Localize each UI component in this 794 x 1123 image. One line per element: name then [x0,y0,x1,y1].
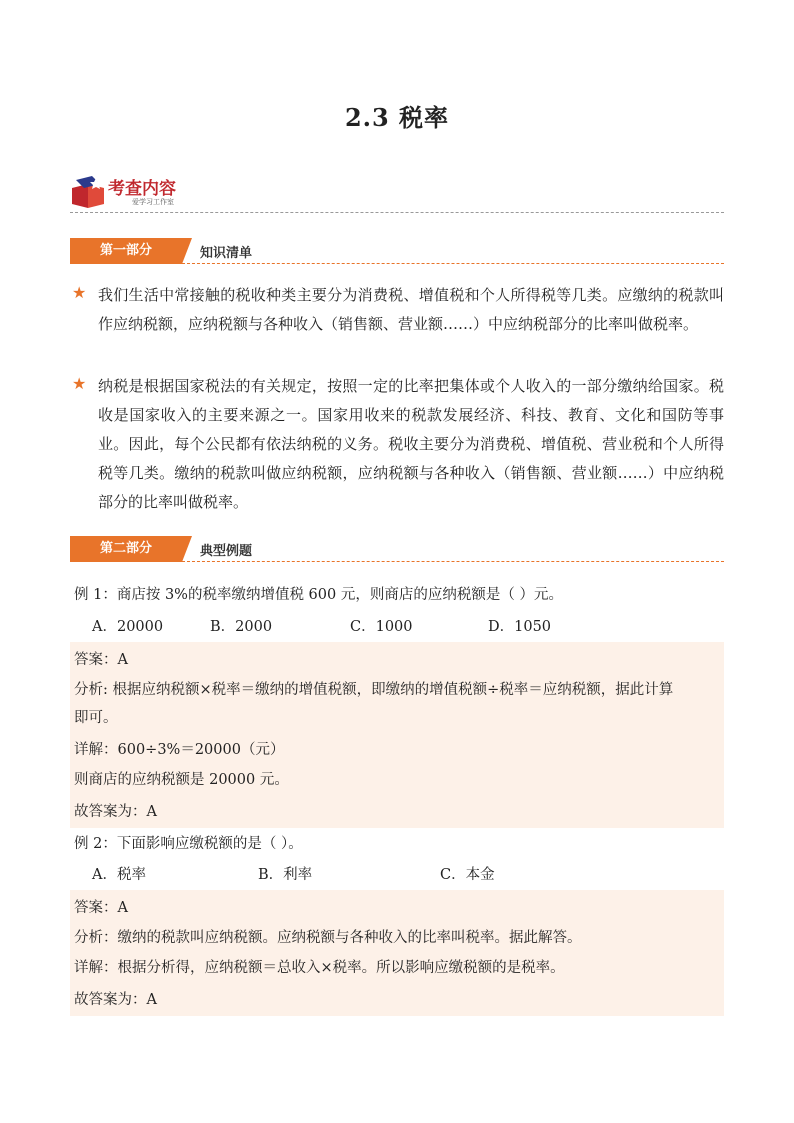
example1-option-b: B．2000 [210,619,273,635]
example1-answer-box [70,642,724,828]
section-header-1 [70,238,724,264]
knowledge-text-2: 纳税是根据国家税法的有关规定，按照一定的比率把集体或个人收入的一部分缴纳给国家。税收是国家收入的主要来源之一。国家用收来的税款发展经济、科技、教育、文化和国防等事业。因此，每个公民都有依法纳税的义务。税收主要分为消费税、增值税、营业税和个人所得税等几类。缴纳的税款叫做应纳税额，应纳税额与各种收入（销售额、营业额……）中应纳税部分的比率叫做税率。 [98,377,724,511]
book-logo-icon [70,174,106,210]
example2-option-c: C．本金 [440,867,495,883]
example1-detail: 详解：600÷3%＝20000（元） [74,742,285,758]
example2-answer-box [70,890,724,1016]
logo-divider [70,212,724,213]
page-title: 2.3 税率 [344,103,450,132]
example1-conclusion: 故答案为：A [74,804,157,820]
example2-conclusion: 故答案为：A [74,992,157,1008]
example1-detail-cont: 则商店的应纳税额是 20000 元。 [74,772,289,788]
example2-detail: 详解：根据分析得，应纳税额＝总收入×税率。所以影响应缴税额的是税率。 [74,960,565,976]
section-subtitle-1: 知识清单 [200,246,253,261]
example2-option-a: A．税率 [92,867,146,883]
section-header-2 [70,536,724,562]
example1-option-d: D．1050 [488,619,552,635]
knowledge-text-1: 我们生活中常接触的税收种类主要分为消费税、增值税和个人所得税等几类。应缴纳的税款叫作应纳税额，应纳税额与各种收入（销售额、营业额……）中应纳税部分的比率叫做税率。 [98,286,724,333]
section-subtitle-2: 典型例题 [200,544,253,559]
example1-option-a: A．20000 [92,619,164,635]
section-divider-1 [182,263,724,264]
example2-question: 例 2：下面影响应缴税额的是（ ）。 [74,836,303,852]
star-icon: ★ [72,283,87,302]
example2-answer: 答案：A [74,900,128,916]
example2-analysis: 分析：缴纳的税款叫应纳税额。应纳税额与各种收入的比率叫税率。据此解答。 [74,930,582,946]
knowledge-item-2 [72,372,724,517]
logo [70,172,230,212]
section-divider-2 [182,561,724,562]
knowledge-item-1 [72,281,724,339]
logo-text: 考查内容 [108,179,176,199]
section-tab-1: 第一部分 [70,238,182,264]
example1-analysis-cont: 即可。 [74,710,118,726]
star-icon: ★ [72,374,87,393]
section-tab-2: 第二部分 [70,536,182,562]
logo-subtext: 爱学习工作室 [132,198,174,206]
example1-option-c: C．1000 [350,619,413,635]
example2-option-b: B．利率 [258,867,313,883]
example1-question: 例 1：商店按 3%的税率缴纳增值税 600 元，则商店的应纳税额是（ ）元。 [74,587,563,603]
example1-answer: 答案：A [74,652,128,668]
example1-analysis: 分析: 根据应纳税额×税率＝缴纳的增值税额，即缴纳的增值税额÷税率＝应纳税额，据此计算 [74,682,674,698]
